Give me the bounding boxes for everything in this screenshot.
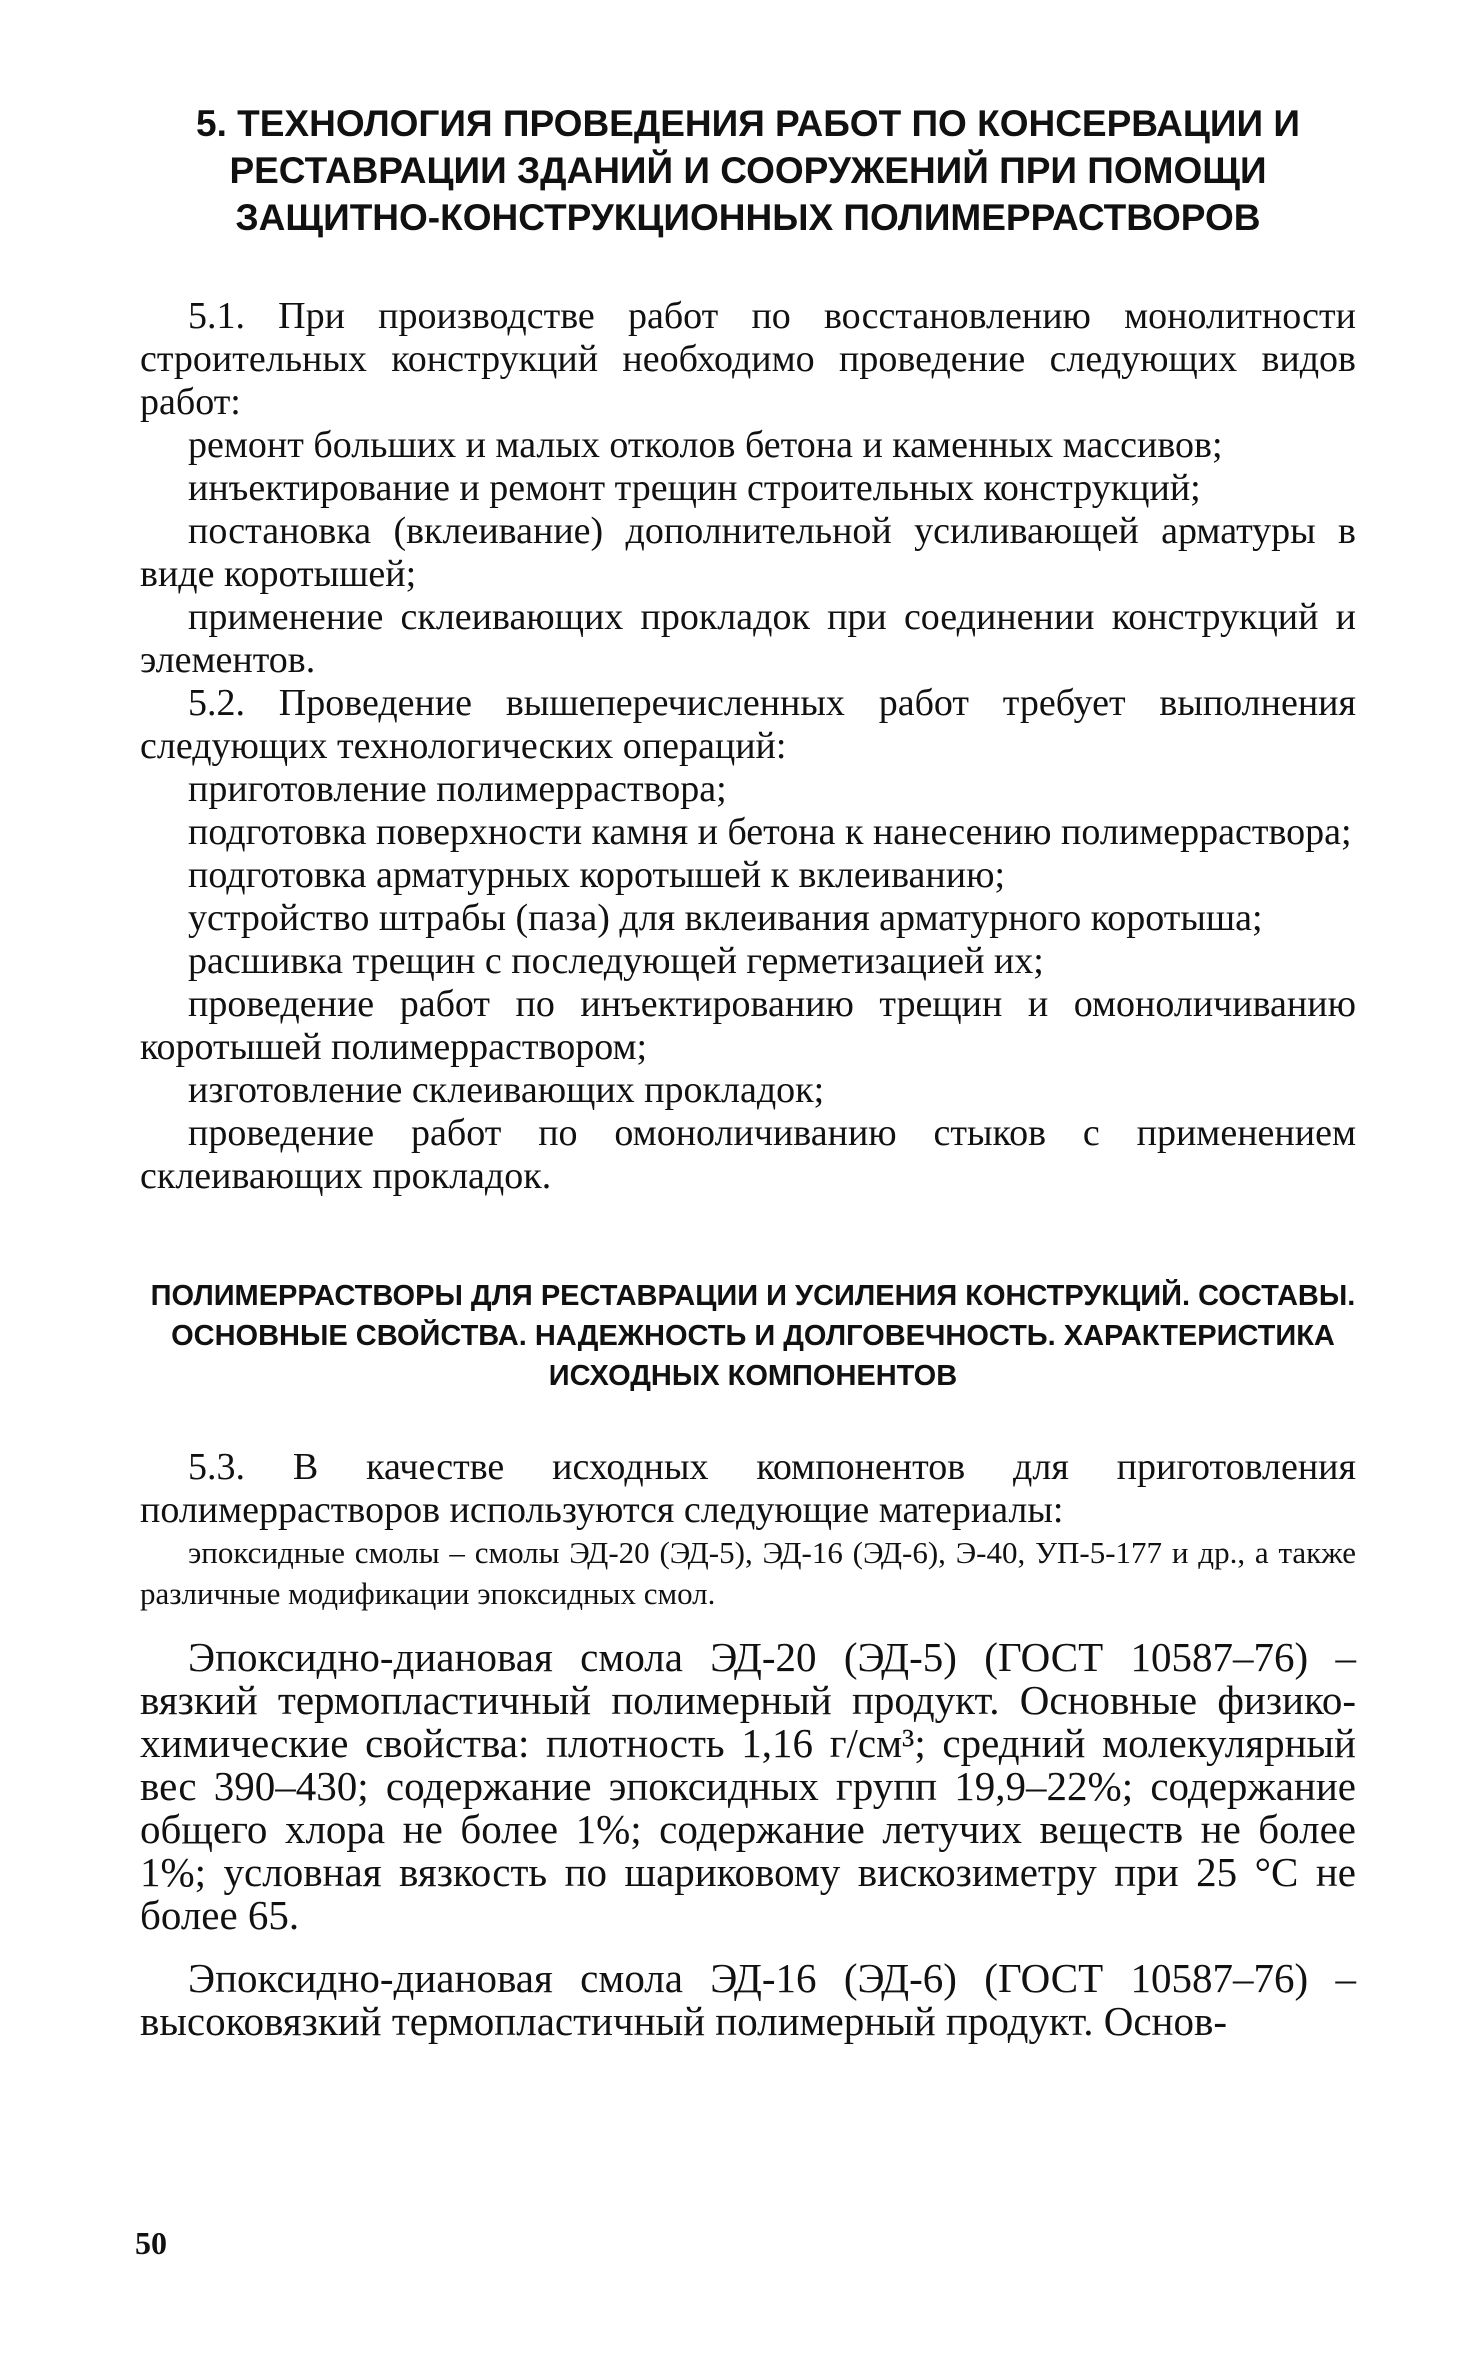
list-item: устройство штрабы (паза) для вклеивания арматурного коротыша;: [188, 897, 1263, 939]
list-item: применение склеивающих прокладок при соединении конструкций и элементов.: [140, 596, 1356, 681]
paragraph-5-3-intro: 5.3. В качестве исходных компонентов для приготовления полимеррастворов используются следующие материалы:: [140, 1446, 1356, 1531]
list-item: приготовление полимерраствора;: [188, 768, 727, 810]
section-5-1: [140, 295, 1356, 682]
page-number: 50: [135, 2225, 167, 2261]
list-item: подготовка арматурных коротышей к вклеиванию;: [188, 854, 1006, 896]
subsection-heading: ПОЛИМЕРРАСТВОРЫ ДЛЯ РЕСТАВРАЦИИ И УСИЛЕНИЯ КОНСТРУКЦИЙ. СОСТАВЫ. ОСНОВНЫЕ СВОЙСТВА. НАДЕЖНОСТЬ И ДОЛГОВЕЧНОСТЬ. ХАРАКТЕРИСТИКА ИСХОДНЫХ КОМПОНЕНТОВ: [150, 1280, 1356, 1392]
list-item: расшивка трещин с последующей герметизацией их;: [188, 940, 1044, 982]
list-item: изготовление склеивающих прокладок;: [188, 1069, 825, 1111]
section-5-3: [140, 1446, 1356, 1532]
paragraph-5-2-intro: 5.2. Проведение вышеперечисленных работ требует выполнения следующих технологических операций:: [140, 682, 1356, 767]
list-item: проведение работ по омоноличиванию стыков с применением склеивающих прокладок.: [140, 1112, 1356, 1197]
paragraph-resins: эпоксидные смолы – смолы ЭД-20 (ЭД-5), ЭД-16 (ЭД-6), Э-40, УП-5-177 и др., а также различные модификации эпоксидных смол.: [140, 1535, 1356, 1611]
resin-descriptions: [140, 1636, 1356, 2043]
list-item: инъектирование и ремонт трещин строительных конструкций;: [188, 467, 1201, 509]
list-item: подготовка поверхности камня и бетона к нанесению полимерраствора;: [188, 811, 1352, 853]
paragraph-ed16: Эпоксидно-диановая смола ЭД-16 (ЭД-6) (ГОСТ 10587–76) – высоковязкий термопластичный полимерный продукт. Основ-: [140, 1955, 1356, 2044]
chapter-heading: 5. ТЕХНОЛОГИЯ ПРОВЕДЕНИЯ РАБОТ ПО КОНСЕРВАЦИИ И РЕСТАВРАЦИИ ЗДАНИЙ И СООРУЖЕНИЙ ПРИ ПОМОЩИ ЗАЩИТНО-КОНСТРУКЦИОННЫХ ПОЛИМЕРРАСТВОРОВ: [196, 103, 1300, 238]
paragraph-ed20: Эпоксидно-диановая смола ЭД-20 (ЭД-5) (ГОСТ 10587–76) – вязкий термопластичный полимерный продукт. Основные физико-химические свойства: плотность 1,16 г/см³; средний молекулярный вес 390–430; содержание эпоксидных групп 19,9–22%; содержание общего хлора не более 1%; содержание летучих веществ не более 1%; условная вязкость по шариковому вискозиметру при 25 °С не более 65.: [140, 1634, 1356, 1938]
list-item: постановка (вклеивание) дополнительной усиливающей арматуры в виде коротышей;: [140, 510, 1356, 595]
section-5-2: [140, 682, 1356, 1198]
paragraph-5-1-intro: 5.1. При производстве работ по восстановлению монолитности строительных конструкций необходимо проведение следующих видов работ:: [140, 295, 1356, 423]
list-item: ремонт больших и малых отколов бетона и каменных массивов;: [188, 424, 1223, 466]
list-item: проведение работ по инъектированию трещин и омоноличиванию коротышей полимерраствором;: [140, 983, 1356, 1068]
